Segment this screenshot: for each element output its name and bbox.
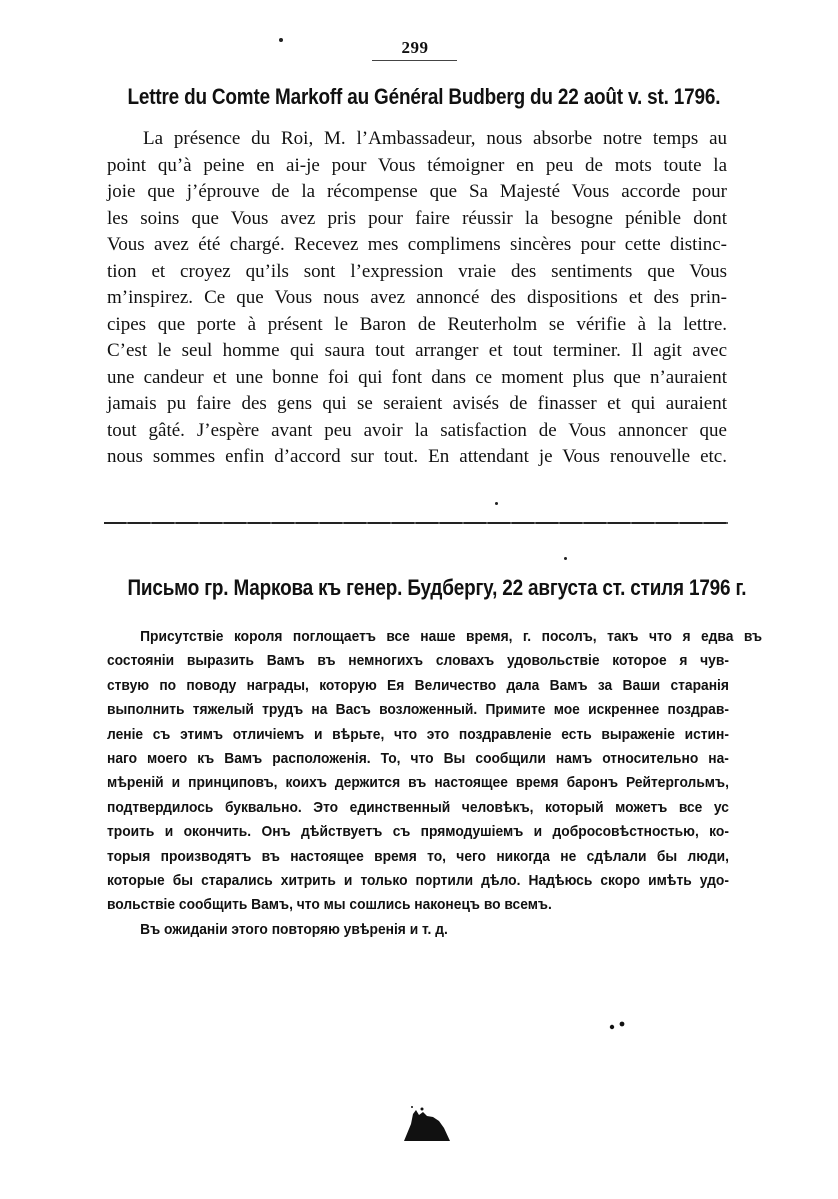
- section-divider: [104, 522, 728, 524]
- page-number-rule: [372, 60, 457, 61]
- ink-speck-icon: [495, 502, 498, 505]
- text-line: une candeur et une bonne foi qui font dans ce moment plus que n’auraient: [107, 366, 727, 388]
- russian-letter-title: Письмо гр. Маркова къ генер. Будбергу, 22 августа ст. стиля 1796 г.: [127, 575, 747, 600]
- ink-speck-icon: [608, 1020, 628, 1032]
- text-line: торыя производятъ въ настоящее время то, чего никогда не сдѣлали бы люди,: [107, 847, 729, 865]
- text-line: joie que j’éprouve de la récompense que Sa Majesté Vous accorde pour: [107, 181, 727, 202]
- ink-speck-icon: [279, 38, 283, 42]
- text-line: Vous avez été chargé. Recevez mes complimens sincères pour cette distinc-: [107, 234, 727, 255]
- text-line: мѣреній и принциповъ, коихъ держится въ настоящее время баронъ Рейтергольмъ,: [107, 774, 729, 792]
- text-line: состояніи выразить Вамъ въ немногихъ словахъ удовольствіе которое я чув-: [107, 652, 729, 670]
- text-line: nous sommes enfin d’accord sur tout. En attendant je Vous renouvelle etc.: [107, 446, 727, 467]
- ink-speck-icon: [564, 557, 567, 560]
- text-line: наго моего къ Вамъ расположенія. То, что Вы сообщили намъ относительно на-: [107, 749, 729, 767]
- library-stamp-ornament-icon: [403, 1104, 453, 1142]
- text-line: jamais pu faire des gens qui se seraient avisés de finasser et qui auraient: [107, 393, 727, 414]
- text-line: m’inspirez. Ce que Vous nous avez annoncé des dispositions et des prin-: [107, 287, 727, 308]
- text-line: леніе съ этимъ отличіемъ и вѣрьте, что это поздравленіе есть выраженіе истин-: [107, 725, 729, 743]
- text-line: выполнить тяжелый трудъ на Васъ возложенный. Примите мое искреннее поздрав-: [107, 701, 729, 719]
- text-line: cipes que porte à présent le Baron de Reuterholm se vérifie à la lettre.: [107, 313, 727, 335]
- text-line: point qu’à peine en ai-je pour Vous témoigner en peu de mots toute la: [107, 154, 727, 176]
- text-line: Присутствіе короля поглощаетъ все наше время, г. посолъ, такъ что я едва въ: [140, 628, 763, 645]
- page-number: 299: [401, 38, 429, 57]
- text-line: подтвердилось буквально. Это единственный человѣкъ, который можетъ все ус: [107, 798, 729, 816]
- french-letter-body: [107, 126, 727, 471]
- text-line: tout gâté. J’espère avant peu avoir la satisfaction de Vous annoncer que: [107, 419, 727, 441]
- text-line: C’est le seul homme qui saura tout arranger et tout terminer. Il agit avec: [107, 340, 727, 361]
- text-line: tion et croyez qu’ils sont l’expression vraie des sentiments que Vous: [107, 260, 727, 282]
- text-line: La présence du Roi, M. l’Ambassadeur, nous absorbe notre temps au: [143, 128, 727, 149]
- text-line: Въ ожиданіи этого повторяю увѣренія и т. д.: [140, 920, 448, 938]
- russian-letter-body: [107, 625, 763, 942]
- text-line: вольствіе сообщить Вамъ, что мы сошлись наконецъ во всемъ.: [107, 896, 552, 914]
- text-line: которые бы старались хитрить и только портили дѣло. Надѣюсь скоро имѣть удо-: [107, 871, 729, 889]
- french-letter-title: Lettre du Comte Markoff au Général Budberg du 22 août v. st. 1796.: [127, 84, 721, 109]
- text-line: ствую по поводу награды, которую Ея Величество дала Вамъ за Ваши старанія: [107, 676, 729, 694]
- text-line: les soins que Vous avez pris pour faire réussir la besogne pénible dont: [107, 207, 727, 229]
- text-line: троить и окончить. Онъ дѣйствуетъ съ прямодушіемъ и добросовѣстностью, ко-: [107, 823, 729, 841]
